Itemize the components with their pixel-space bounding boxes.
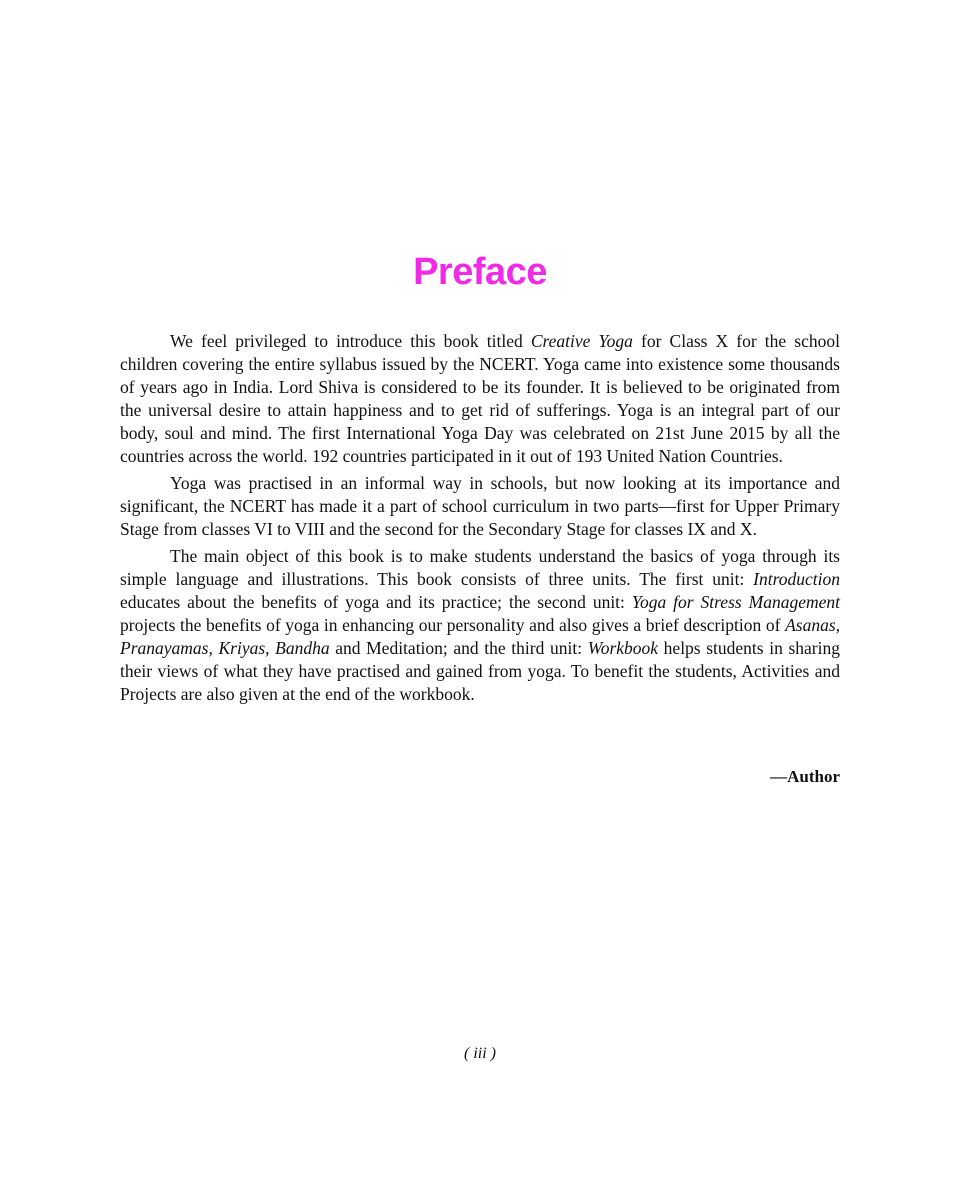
italic-text: Yoga for Stress Management: [631, 592, 840, 612]
paragraph-text: helps students in sharing their views of what they have practised and gained from yoga. To benefit the students, Activities and Projects are also given at the end of the workbook.: [120, 638, 840, 704]
paragraph-text: and Meditation; and the third unit:: [329, 638, 588, 658]
preface-paragraph: [120, 472, 840, 541]
italic-text: Asanas, Pranayamas, Kriyas, Bandha: [120, 615, 840, 658]
page-title: Preface: [413, 251, 547, 294]
italic-text: Introduction: [753, 569, 840, 589]
author-signature: —Author: [770, 767, 840, 786]
paragraph-text: The main object of this book is to make students understand the basics of yoga through its simple language and illustrations. This book consists of three units. The first unit:: [120, 546, 840, 589]
paragraph-text: projects the benefits of yoga in enhancing our personality and also gives a brief description of: [120, 615, 786, 635]
paragraph-text: for Class X for the school children covering the entire syllabus issued by the NCERT. Yoga came into existence some thousands of years ago in India. Lord Shiva is considered to be its founder. It is believed to be originated from the universal desire to attain happiness and to get rid of sufferings. Yoga is an integral part of our body, soul and mind. The first International Yoga Day was celebrated on 21st June 2015 by all the countries across the world. 192 countries participated in it out of 193 United Nation Countries.: [120, 331, 840, 466]
preface-paragraph: [120, 545, 840, 706]
paragraph-text: We feel privileged to introduce this book titled: [170, 331, 531, 351]
paragraph-text: Yoga was practised in an informal way in schools, but now looking at its importance and significant, the NCERT has made it a part of school curriculum in two parts—first for Upper Primary Stage from classes VI to VIII and the second for the Secondary Stage for classes IX and X.: [120, 473, 840, 539]
page-number: [0, 1045, 960, 1063]
italic-text: Workbook: [587, 638, 659, 658]
page-number-text: ( iii ): [464, 1045, 496, 1062]
preface-body: [120, 330, 840, 710]
italic-text: Creative Yoga: [530, 331, 633, 351]
preface-paragraph: [120, 330, 840, 468]
paragraph-text: educates about the benefits of yoga and its practice; the second unit:: [120, 592, 632, 612]
